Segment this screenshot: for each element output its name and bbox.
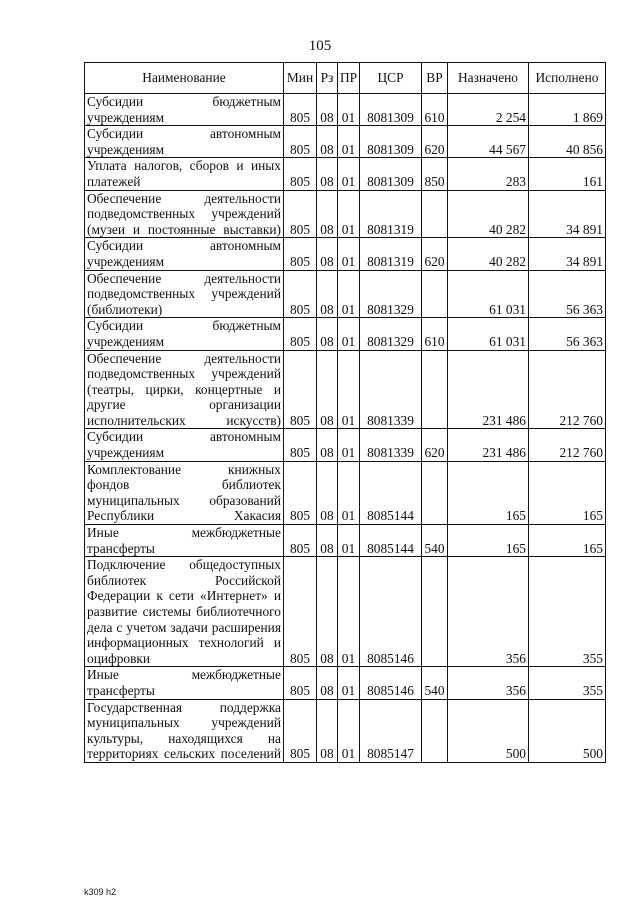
row-assigned: 500 bbox=[448, 699, 529, 762]
row-name: Субсидии бюджетным учреждениям bbox=[85, 94, 284, 126]
table-row bbox=[85, 94, 606, 126]
row-name: Обеспечение деятельности подведомственных учреждений (театры, цирки, концертные и другие организации исполнительских искусств) bbox=[85, 350, 284, 429]
row-pr: 01 bbox=[338, 126, 360, 158]
row-min: 805 bbox=[284, 94, 317, 126]
table-row bbox=[85, 350, 606, 429]
row-min: 805 bbox=[284, 525, 317, 557]
row-executed: 34 891 bbox=[529, 238, 606, 270]
row-executed: 355 bbox=[529, 557, 606, 667]
row-assigned: 40 282 bbox=[448, 190, 529, 238]
row-vr: 540 bbox=[422, 525, 448, 557]
row-assigned: 61 031 bbox=[448, 318, 529, 350]
row-assigned: 231 486 bbox=[448, 350, 529, 429]
header-csr: ЦСР bbox=[360, 63, 422, 94]
row-pr: 01 bbox=[338, 461, 360, 524]
row-name: Иные межбюджетные трансферты bbox=[85, 525, 284, 557]
table-row bbox=[85, 461, 606, 524]
row-rz: 08 bbox=[317, 158, 338, 190]
row-min: 805 bbox=[284, 429, 317, 461]
row-name: Обеспечение деятельности подведомственных учреждений (музеи и постоянные выставки) bbox=[85, 190, 284, 238]
row-rz: 08 bbox=[317, 699, 338, 762]
row-executed: 212 760 bbox=[529, 429, 606, 461]
table-header-row bbox=[85, 63, 606, 94]
row-min: 805 bbox=[284, 318, 317, 350]
row-name: Подключение общедоступных библиотек Российской Федерации к сети «Интернет» и развитие системы библиотечного дела с учетом задачи расширения информационных технологий и оцифровки bbox=[85, 557, 284, 667]
row-assigned: 44 567 bbox=[448, 126, 529, 158]
row-csr: 8081329 bbox=[360, 270, 422, 318]
row-name: Субсидии автономным учреждениям bbox=[85, 238, 284, 270]
row-name: Уплата налогов, сборов и иных платежей bbox=[85, 158, 284, 190]
row-name: Субсидии автономным учреждениям bbox=[85, 126, 284, 158]
row-vr bbox=[422, 461, 448, 524]
row-min: 805 bbox=[284, 270, 317, 318]
row-min: 805 bbox=[284, 158, 317, 190]
row-vr: 540 bbox=[422, 667, 448, 699]
row-rz: 08 bbox=[317, 350, 338, 429]
row-min: 805 bbox=[284, 699, 317, 762]
row-rz: 08 bbox=[317, 667, 338, 699]
row-vr: 850 bbox=[422, 158, 448, 190]
row-pr: 01 bbox=[338, 158, 360, 190]
row-executed: 212 760 bbox=[529, 350, 606, 429]
table-row bbox=[85, 525, 606, 557]
header-pr: ПР bbox=[338, 63, 360, 94]
row-vr: 620 bbox=[422, 126, 448, 158]
row-csr: 8081319 bbox=[360, 238, 422, 270]
row-pr: 01 bbox=[338, 270, 360, 318]
row-vr: 610 bbox=[422, 94, 448, 126]
table-row bbox=[85, 126, 606, 158]
table-row bbox=[85, 429, 606, 461]
row-min: 805 bbox=[284, 461, 317, 524]
row-pr: 01 bbox=[338, 190, 360, 238]
row-csr: 8085146 bbox=[360, 557, 422, 667]
row-csr: 8081309 bbox=[360, 158, 422, 190]
row-executed: 56 363 bbox=[529, 318, 606, 350]
row-min: 805 bbox=[284, 238, 317, 270]
row-executed: 165 bbox=[529, 461, 606, 524]
row-vr bbox=[422, 190, 448, 238]
row-vr: 620 bbox=[422, 429, 448, 461]
row-assigned: 165 bbox=[448, 461, 529, 524]
row-vr: 610 bbox=[422, 318, 448, 350]
row-min: 805 bbox=[284, 126, 317, 158]
row-name: Обеспечение деятельности подведомственных учреждений (библиотеки) bbox=[85, 270, 284, 318]
row-assigned: 61 031 bbox=[448, 270, 529, 318]
table-row bbox=[85, 270, 606, 318]
row-pr: 01 bbox=[338, 667, 360, 699]
row-pr: 01 bbox=[338, 350, 360, 429]
row-csr: 8085144 bbox=[360, 461, 422, 524]
row-pr: 01 bbox=[338, 557, 360, 667]
row-rz: 08 bbox=[317, 429, 338, 461]
row-name: Государственная поддержка муниципальных учреждений культуры, находящихся на территориях сельских поселений bbox=[85, 699, 284, 762]
row-vr bbox=[422, 557, 448, 667]
row-min: 805 bbox=[284, 190, 317, 238]
header-assigned: Назначено bbox=[448, 63, 529, 94]
table-body bbox=[85, 94, 606, 763]
row-executed: 1 869 bbox=[529, 94, 606, 126]
row-executed: 56 363 bbox=[529, 270, 606, 318]
row-min: 805 bbox=[284, 350, 317, 429]
budget-table bbox=[84, 62, 606, 763]
row-pr: 01 bbox=[338, 94, 360, 126]
footer-code: k309 h2 bbox=[84, 887, 117, 897]
row-executed: 161 bbox=[529, 158, 606, 190]
row-assigned: 165 bbox=[448, 525, 529, 557]
page-number: 105 bbox=[308, 38, 332, 54]
row-rz: 08 bbox=[317, 318, 338, 350]
row-csr: 8081339 bbox=[360, 350, 422, 429]
row-csr: 8081309 bbox=[360, 126, 422, 158]
row-csr: 8085147 bbox=[360, 699, 422, 762]
row-csr: 8085146 bbox=[360, 667, 422, 699]
header-executed: Исполнено bbox=[529, 63, 606, 94]
header-rz: Рз bbox=[317, 63, 338, 94]
row-rz: 08 bbox=[317, 238, 338, 270]
header-name: Наименование bbox=[85, 63, 284, 94]
row-pr: 01 bbox=[338, 238, 360, 270]
table-row bbox=[85, 158, 606, 190]
row-executed: 165 bbox=[529, 525, 606, 557]
row-csr: 8081319 bbox=[360, 190, 422, 238]
row-executed: 355 bbox=[529, 667, 606, 699]
row-pr: 01 bbox=[338, 525, 360, 557]
row-assigned: 356 bbox=[448, 667, 529, 699]
row-min: 805 bbox=[284, 667, 317, 699]
header-vr: ВР bbox=[422, 63, 448, 94]
table-row bbox=[85, 318, 606, 350]
row-csr: 8081339 bbox=[360, 429, 422, 461]
row-rz: 08 bbox=[317, 270, 338, 318]
row-assigned: 356 bbox=[448, 557, 529, 667]
row-rz: 08 bbox=[317, 461, 338, 524]
row-name: Комплектование книжных фондов библиотек муниципальных образований Республики Хакасия bbox=[85, 461, 284, 524]
row-assigned: 231 486 bbox=[448, 429, 529, 461]
row-executed: 34 891 bbox=[529, 190, 606, 238]
row-name: Иные межбюджетные трансферты bbox=[85, 667, 284, 699]
row-rz: 08 bbox=[317, 557, 338, 667]
header-min: Мин bbox=[284, 63, 317, 94]
row-csr: 8081329 bbox=[360, 318, 422, 350]
row-csr: 8085144 bbox=[360, 525, 422, 557]
row-rz: 08 bbox=[317, 525, 338, 557]
row-vr bbox=[422, 350, 448, 429]
row-rz: 08 bbox=[317, 94, 338, 126]
row-vr bbox=[422, 699, 448, 762]
row-csr: 8081309 bbox=[360, 94, 422, 126]
row-executed: 40 856 bbox=[529, 126, 606, 158]
row-pr: 01 bbox=[338, 429, 360, 461]
row-name: Субсидии бюджетным учреждениям bbox=[85, 318, 284, 350]
row-pr: 01 bbox=[338, 699, 360, 762]
table-row bbox=[85, 190, 606, 238]
row-rz: 08 bbox=[317, 126, 338, 158]
table-row bbox=[85, 557, 606, 667]
row-assigned: 40 282 bbox=[448, 238, 529, 270]
row-min: 805 bbox=[284, 557, 317, 667]
table-row bbox=[85, 699, 606, 762]
table-row bbox=[85, 667, 606, 699]
table-row bbox=[85, 238, 606, 270]
row-vr bbox=[422, 270, 448, 318]
row-vr: 620 bbox=[422, 238, 448, 270]
row-assigned: 283 bbox=[448, 158, 529, 190]
row-name: Субсидии автономным учреждениям bbox=[85, 429, 284, 461]
row-rz: 08 bbox=[317, 190, 338, 238]
row-executed: 500 bbox=[529, 699, 606, 762]
row-pr: 01 bbox=[338, 318, 360, 350]
row-assigned: 2 254 bbox=[448, 94, 529, 126]
